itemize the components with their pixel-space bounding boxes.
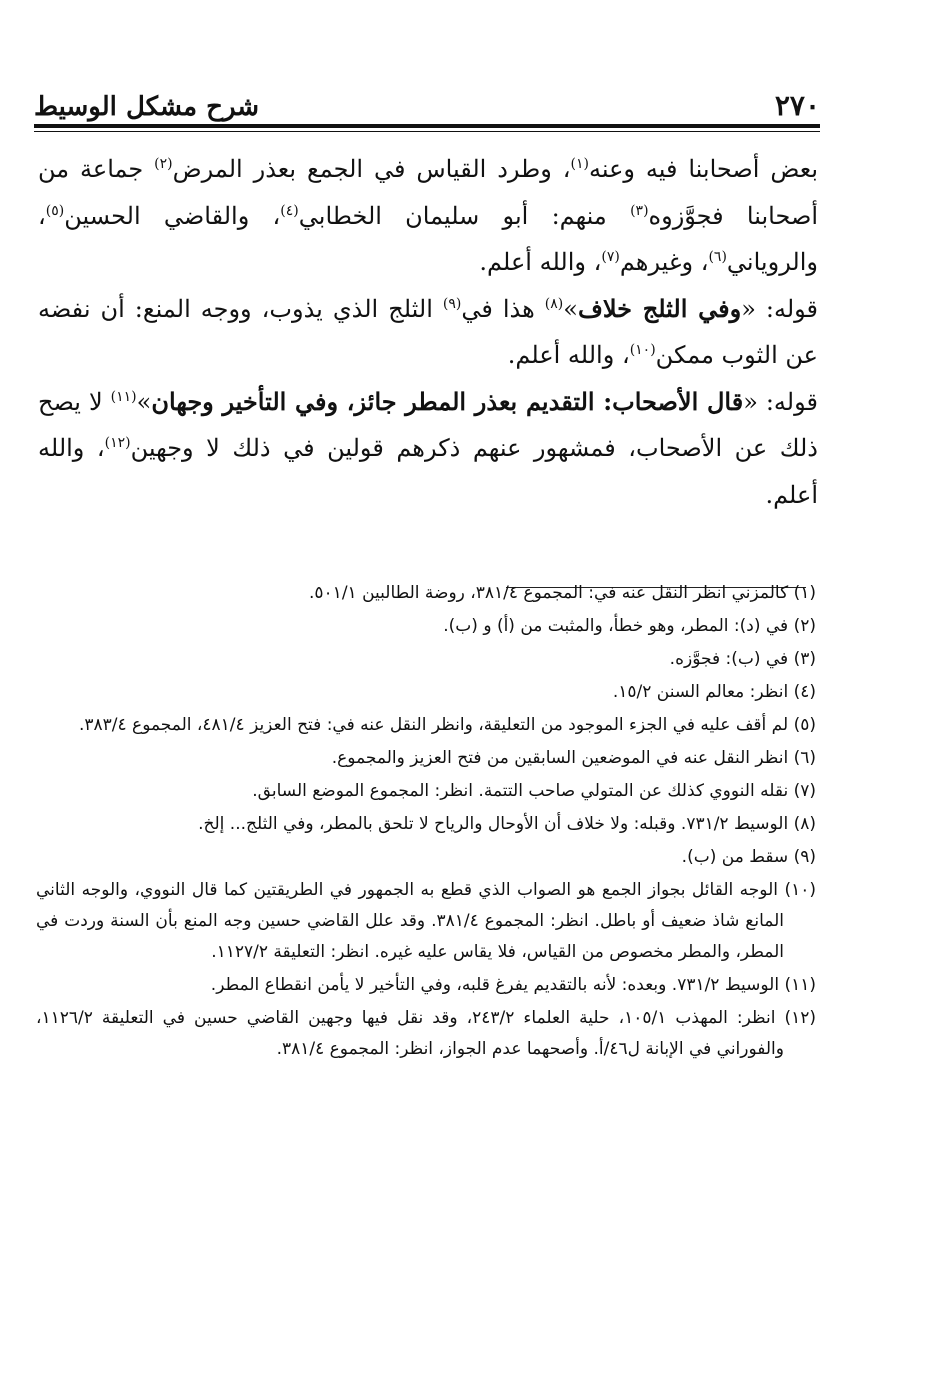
footnote-ref: (٣)	[630, 202, 649, 219]
footnote-5: (٥) لم أقف عليه في الجزء الموجود من التعليقة، وانظر النقل عنه في: فتح العزيز ٤٨١/٤، المجموع ٣٨٣/٤.	[78, 715, 816, 735]
quoted-matn: قال الأصحاب: التقديم بعذر المطر جائز، وفي التأخير وجهان	[151, 386, 744, 416]
footnote-6: (٦) انظر النقل عنه في الموضعين السابقين من فتح العزيز والمجموع.	[331, 748, 816, 768]
text-run: »	[136, 387, 152, 416]
text-run: ، والله أعلم.	[479, 248, 602, 276]
text-run: ، والله أعلم.	[38, 434, 818, 509]
footnote-ref: (١٢)	[104, 435, 131, 451]
text-run: »	[563, 294, 578, 323]
footnote-7: (٧) نقله النووي كذلك عن المتولي صاحب التتمة. انظر: المجموع الموضع السابق.	[252, 781, 816, 801]
text-run: جماعة من أصحابنا فجوَّزوه	[38, 155, 818, 230]
text-run: بعض أصحابنا فيه وعنه	[588, 155, 819, 183]
quoted-matn: وفي الثلج خلاف	[577, 293, 742, 323]
footnote-9: (٩) سقط من (ب).	[681, 847, 816, 867]
paragraph-2	[38, 286, 818, 379]
text-run: ، وغيرهم	[619, 248, 709, 276]
paragraph-3	[38, 379, 818, 519]
footnotes	[36, 578, 816, 1067]
text-run: ، والله أعلم.	[507, 341, 630, 369]
text-run: ، وطرد القياس في الجمع بعذر المرض	[172, 155, 571, 183]
text-run: لا يصح ذلك عن الأصحاب، فمشهور عنهم ذكرهم قولين في ذلك لا وجهين	[38, 387, 818, 462]
main-text	[38, 146, 818, 518]
page-number: ٢٧٠	[774, 89, 820, 122]
running-header	[34, 82, 820, 122]
footnote-ref: (٩)	[442, 295, 462, 312]
text-run: ، والقاضي الحسين	[64, 201, 281, 230]
footnote-ref: (٢)	[154, 156, 173, 172]
footnote-11: (١١) الوسيط ٧٣١/٢. وبعده: لأنه بالتقديم يفرغ قلبه، وفي التأخير لا يأمن انقطاع المطر.	[210, 975, 816, 995]
book-title: شرح مشكل الوسيط	[34, 92, 260, 122]
footnote-ref: (٤)	[280, 202, 299, 219]
footnote-10: (١٠) الوجه القائل بجواز الجمع هو الصواب الذي قطع به الجمهور في الطريقتين كما قال النووي، والوجه الثاني المانع شاذ ضعيف أو باطل. انظر: المجموع ٣٨١/٤. وقد علل القاضي حسين وجه المنع بأن السنة وردت في المطر، والمطر مخصوص من القياس، فلا يقاس عليه غيره. انظر: التعليقة ١١٢٧/٢.	[36, 880, 816, 962]
footnote-ref: (١٠)	[629, 342, 656, 358]
footnote-3: (٣) في (ب): فجوَّزه.	[669, 649, 816, 669]
footnote-ref: (١)	[570, 156, 589, 172]
text-run: الثلج الذي يذوب، ووجه المنع: أن نفضه عن الثوب ممكن	[38, 294, 818, 369]
footnote-4: (٤) انظر: معالم السنن ١٥/٢.	[612, 682, 816, 702]
text-run: قوله: «	[743, 387, 818, 416]
footnote-12: (١٢) انظر: المهذب ١٠٥/١، حلية العلماء ٢٤٣/٢، وقد نقل فيها وجهين القاضي حسين في التعليقة ١١٢٦/٢، والفوراني في الإبانة ل٤٦/أ. وأصحهما عدم الجواز، انظر: المجموع ٣٨١/٤.	[36, 1008, 816, 1059]
text-run: ، والروياني	[38, 201, 818, 276]
paragraph-1	[38, 146, 818, 286]
header-rule-thin	[34, 131, 820, 132]
footnote-ref: (٦)	[708, 249, 727, 265]
footnote-2: (٢) في (د): المطر، وهو خطأ، والمثبت من (أ) و (ب).	[443, 616, 816, 636]
footnote-8: (٨) الوسيط ٧٣١/٢. وقبله: ولا خلاف أن الأوحال والرياح لا تلحق بالمطر، وفي الثلج... إلخ.	[198, 814, 816, 834]
footnote-ref: (٥)	[45, 202, 65, 219]
footnote-ref: (٨)	[544, 295, 564, 312]
header-rule-thick	[34, 124, 820, 128]
text-run: منهم: أبو سليمان الخطابي	[298, 201, 631, 230]
footnote-ref: (١١)	[110, 388, 137, 405]
text-run: قوله: «	[741, 294, 819, 323]
text-run: هذا في	[461, 294, 545, 323]
footnote-1: (١) كالمزني انظر النقل عنه في: المجموع ٣٨١/٤، روضة الطالبين ٥٠١/١.	[309, 583, 816, 603]
footnote-ref: (٧)	[601, 249, 620, 265]
